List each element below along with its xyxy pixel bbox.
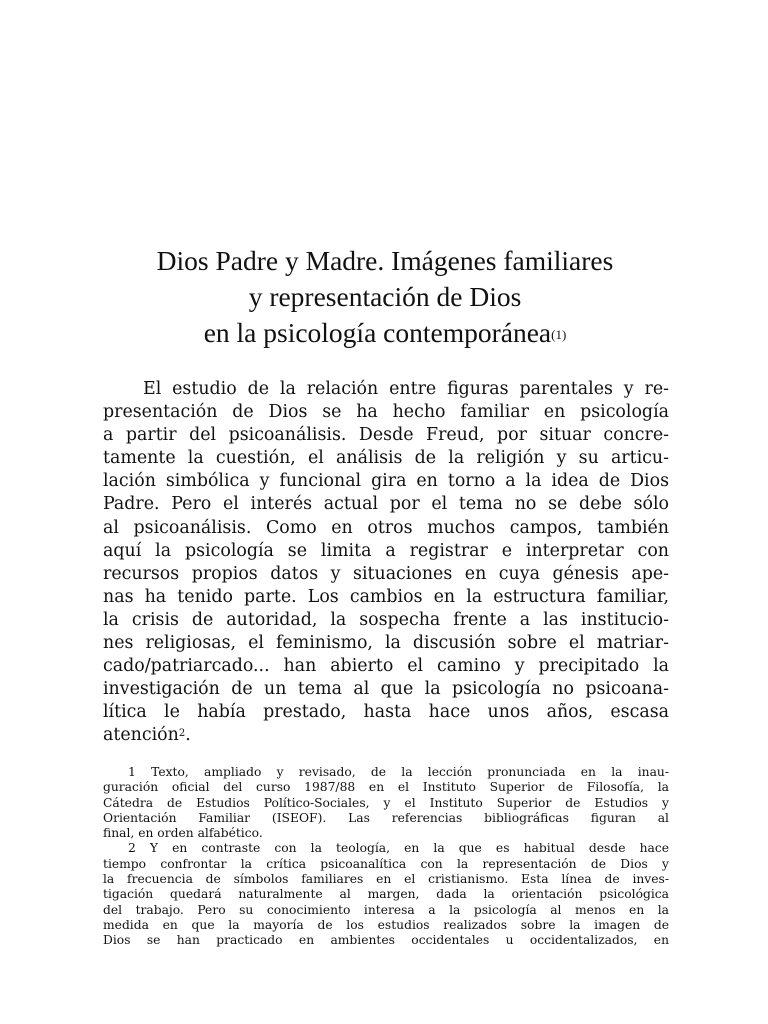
title-line-1: Dios Padre y Madre. Imágenes familiares bbox=[156, 245, 614, 276]
body-line: El estudio de la relación entre figuras parentales y re- bbox=[143, 379, 669, 399]
footnotes bbox=[103, 765, 669, 949]
body-line: lítica le había prestado, hasta hace unos años, escasa bbox=[103, 702, 669, 723]
footnote-line: Cátedra de Estudios Político-Sociales, y el Instituto Superior de Estudios y bbox=[103, 795, 669, 810]
body-line: investigación de un tema al que la psicología no psicoana- bbox=[103, 679, 669, 700]
body-line: Padre. Pero el interés actual por el tema no se debe sólo bbox=[103, 494, 669, 515]
body-line: recursos propios datos y situaciones en cuya génesis ape- bbox=[103, 563, 669, 584]
body-line: la crisis de autoridad, la sospecha frente a las institucio- bbox=[103, 609, 669, 630]
body-footnote-ref: 2 bbox=[178, 728, 186, 740]
body-line: aquí la psicología se limita a registrar e interpretar con bbox=[103, 540, 669, 561]
footnote-line: del trabajo. Pero su conocimiento interesa a la psicología al menos en la bbox=[103, 902, 669, 917]
title-line-2: y representación de Dios bbox=[248, 281, 522, 312]
footnote-line: Dios se han practicado en ambientes occidentales u occidentalizados, en bbox=[103, 933, 669, 948]
footnote-line: tigación quedará naturalmente al margen, dada la orientación psicológica bbox=[103, 887, 669, 902]
body-line: a partir del psicoanálisis. Desde Freud, por situar concre- bbox=[103, 425, 669, 446]
body-line: nas ha tenido parte. Los cambios en la estructura familiar, bbox=[103, 586, 669, 607]
footnote-line: 2 Y en contraste con la teología, en la que es habitual desde hace bbox=[128, 841, 669, 856]
body-line: lación simbólica y funcional gira en torno a la idea de Dios bbox=[103, 471, 669, 492]
body-line: tamente la cuestión, el análisis de la religión y su articu- bbox=[103, 448, 669, 469]
title-line-3 bbox=[100, 315, 670, 351]
footnote-line: final, en orden alfabético. bbox=[103, 826, 263, 841]
body-end-punct: . bbox=[185, 725, 191, 746]
footnote-line: 1 Texto, ampliado y revisado, de la lección pronunciada en la inau- bbox=[128, 765, 669, 779]
footnote-line: tiempo confrontar la crítica psicoanalítica con la representación de Dios y bbox=[103, 856, 669, 871]
footnote-line: Orientación Familiar (ISEOF). Las referencias bibliográficas figuran al bbox=[103, 810, 669, 825]
title-footnote-ref: (1) bbox=[551, 327, 567, 342]
body-line: presentación de Dios se ha hecho familiar en psicología bbox=[103, 402, 669, 423]
body-line: al psicoanálisis. Como en otros muchos campos, también bbox=[103, 517, 669, 538]
footnote-line: medida en que la mayoría de los estudios realizados sobre la imagen de bbox=[103, 917, 669, 932]
body-line-last bbox=[103, 724, 669, 747]
body-paragraph bbox=[103, 378, 669, 748]
title-line-3-text: en la psicología contemporánea bbox=[203, 317, 552, 348]
footnote-line: la frecuencia de símbolos familiares en el cristianismo. Esta línea de inves- bbox=[103, 872, 669, 887]
article-title bbox=[100, 243, 670, 351]
body-line: cado/patriarcado... han abierto el camino y precipitado la bbox=[103, 656, 669, 677]
body-last-text: atención bbox=[103, 725, 179, 746]
footnote-line: guración oficial del curso 1987/88 en el Instituto Superior de Filosofía, la bbox=[103, 780, 669, 795]
body-line: nes religiosas, el feminismo, la discusión sobre el matriar- bbox=[103, 633, 669, 654]
